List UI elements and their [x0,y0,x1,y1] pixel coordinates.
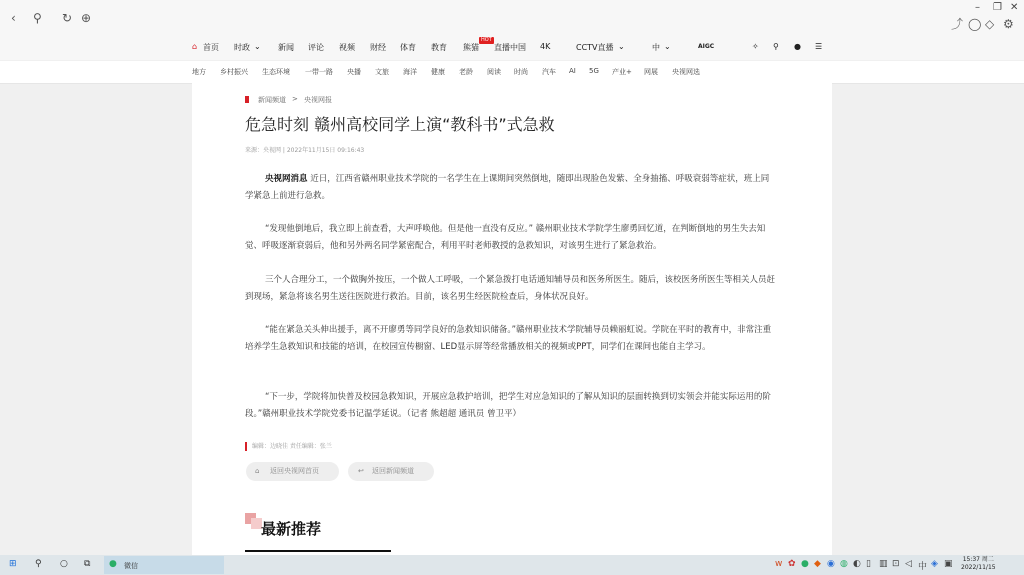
tray-app-icon[interactable]: ▣ [944,559,953,569]
aigc-logo[interactable]: AIGC [698,43,715,50]
breadcrumb-separator: > [292,95,298,103]
subnav-item[interactable]: 乡村振兴 [220,68,248,76]
paragraph-text: 近日，江西省赣州职业技术学院的一名学生在上课期间突然倒地，随即出现脸色发紫、全身抽搐、呼吸衰弱等症状，班上同学紧急上前进行急救。 [245,174,770,201]
recommend-title: 最新推荐 [261,520,322,538]
menu-icon[interactable]: ☰ [815,42,823,51]
subnav-item[interactable]: 5G [589,67,599,75]
nav-item-video[interactable]: 视频 [339,43,355,52]
subnav-item[interactable]: 海洋 [403,68,417,76]
ai-assistant-icon[interactable]: ✧ [752,42,759,51]
return-icon: ↩ [358,467,364,475]
chevron-down-icon: ⌄ [618,42,625,51]
home-icon: ⌂ [255,467,260,475]
nav-item-news[interactable]: 新闻 [278,43,294,52]
search-icon[interactable]: ⚲ [773,42,779,51]
user-icon[interactable]: ● [794,42,801,51]
nav-item-panda[interactable]: 熊猫 [463,43,479,52]
subnav-item[interactable]: 老龄 [459,68,473,76]
cube-icon[interactable]: ◇ [985,17,995,31]
task-view-icon[interactable]: ⧉ [84,559,91,569]
settings-icon[interactable]: ⚙ [1003,17,1014,31]
nav-item-finance[interactable]: 财经 [370,43,386,52]
subnav-item[interactable]: 网展 [644,68,658,76]
tray-app-icon[interactable]: ◆ [814,559,821,569]
nav-item-sports[interactable]: 体育 [400,43,416,52]
tray-app-icon[interactable]: ▥ [879,559,888,569]
clock-time: 15:37 周二 [962,556,994,563]
nav-item-live-china[interactable]: 直播中国 [494,43,526,52]
recommend-underline [245,550,391,552]
tray-app-icon[interactable]: ● [801,559,809,569]
tray-app-icon[interactable]: ▯ [866,559,871,569]
tray-app-icon[interactable]: ◐ [853,559,861,569]
article-meta: 来源：央视网 | 2022年11月15日 09:16:43 [245,147,365,154]
system-clock[interactable] [961,556,996,572]
article-paragraph: “发现他倒地后，我立即上前查看，大声呼唤他。但是他一直没有反应。” 赣州职业技术学院学生廖勇回忆道，在判断倒地的男生失去知觉、呼吸逐渐衰弱后，他和另外两名同学紧密配合，利用平时老师教授的急救知识，对该男生进行了紧急救治。 [245,224,766,251]
subnav-item[interactable]: 文旅 [375,68,389,76]
back-home-label: 返回央视网首页 [270,467,319,475]
nav-item-home[interactable]: 首页 [203,43,219,52]
back-news-button[interactable] [348,462,434,481]
taskbar-app-label: 微信 [124,562,138,570]
tray-app-icon[interactable]: ◈ [931,559,938,569]
article-paragraph [245,171,777,205]
language-select[interactable]: 中 [652,43,660,52]
article-paragraph: “能在紧急关头伸出援手，离不开廖勇等同学良好的急救知识储备。”赣州职业技术学院辅导员赖丽虹说。学院在平时的教育中，非常注重培养学生急救知识和技能的培训，在校园宣传橱窗、LED显示屏等经常播放相关的视频或PPT，同学们在课间也能自主学习。 [245,325,772,352]
chevron-down-icon: ⌄ [254,42,261,51]
input-method-icon[interactable]: 中 [918,562,928,572]
sub-nav [0,61,1024,84]
subnav-item[interactable]: AI [569,67,576,75]
nav-item-comment[interactable]: 评论 [308,43,324,52]
nav-item-cctv-live[interactable]: CCTV直播 [576,43,614,52]
subnav-item[interactable]: 汽车 [542,68,556,76]
globe-icon[interactable]: ⊕ [81,11,92,25]
back-icon[interactable]: ‹ [11,11,16,25]
tray-app-icon[interactable]: w [775,559,783,569]
wechat-icon: ● [109,559,117,569]
windows-start-icon[interactable]: ⊞ [9,559,17,569]
hot-badge: HOT [481,37,492,43]
breadcrumb-item[interactable]: 央视网报 [304,96,332,104]
restore-button[interactable]: ❐ [993,2,1002,13]
subnav-item[interactable]: 阅读 [487,68,501,76]
minimize-button[interactable]: – [975,2,980,13]
breadcrumb-marker [245,96,249,103]
reload-icon[interactable]: ↻ [62,11,73,25]
link-icon[interactable]: ⚲ [33,11,42,25]
article-paragraph: 三个人合理分工，一个做胸外按压，一个做人工呼吸，一个紧急拨打电话通知辅导员和医务所医生。随后，该校医务所医生等相关人员赶到现场，紧急将该名男生送往医院进行救治。目前，该名男生经医院检查后，身体状况良好。 [245,275,776,302]
subnav-item[interactable]: 地方 [192,68,206,76]
chevron-down-icon: ⌄ [664,42,671,51]
comment-icon[interactable]: ◯ [968,17,982,31]
share-icon[interactable]: ⤴ [951,17,964,31]
subnav-item[interactable]: 产业+ [612,68,632,76]
editor-credit: 编辑：边晓佳 责任编辑：张兰 [245,442,332,451]
volume-icon[interactable]: ◁ [905,559,912,569]
subnav-item[interactable]: 一带一路 [305,68,333,76]
nav-item-4k[interactable]: 4K [540,42,551,51]
cortana-icon[interactable]: ○ [60,559,68,569]
subnav-item[interactable]: 健康 [431,68,445,76]
tray-app-icon[interactable]: ◉ [827,559,835,569]
tray-app-icon[interactable]: ✿ [788,559,796,569]
breadcrumb-item[interactable]: 新闻频道 [258,96,286,104]
back-news-label: 返回新闻频道 [372,467,414,475]
taskbar-app-wechat[interactable] [104,556,224,574]
tray-app-icon[interactable]: ◍ [840,559,848,569]
nav-item-politics[interactable]: 时政 [234,43,250,52]
lead-source: 央视网消息 [265,174,308,184]
subnav-item[interactable]: 时尚 [514,68,528,76]
back-home-button[interactable] [246,462,339,481]
search-icon[interactable]: ⚲ [35,559,42,569]
clock-date: 2022/11/15 [961,564,996,571]
subnav-item[interactable]: 生态环境 [262,68,290,76]
nav-item-education[interactable]: 教育 [431,43,447,52]
home-icon: ⌂ [192,42,198,51]
subnav-item[interactable]: 央播 [347,68,361,76]
network-icon[interactable]: ⊡ [892,559,900,569]
browser-toolbar [0,0,1024,36]
close-button[interactable]: ✕ [1010,2,1019,13]
article-paragraph: “下一步，学院将加快普及校园急救知识，开展应急救护培训，把学生对应急知识的了解从知识的层面转换到切实领会并能实际运用的阶段。”赣州职业技术学院党委书记温学延说。（记者 熊超超 通讯员 曾卫平） [245,392,771,419]
article-title: 危急时刻 赣州高校同学上演“教科书”式急救 [245,115,555,134]
subnav-item[interactable]: 央视网选 [672,68,700,76]
